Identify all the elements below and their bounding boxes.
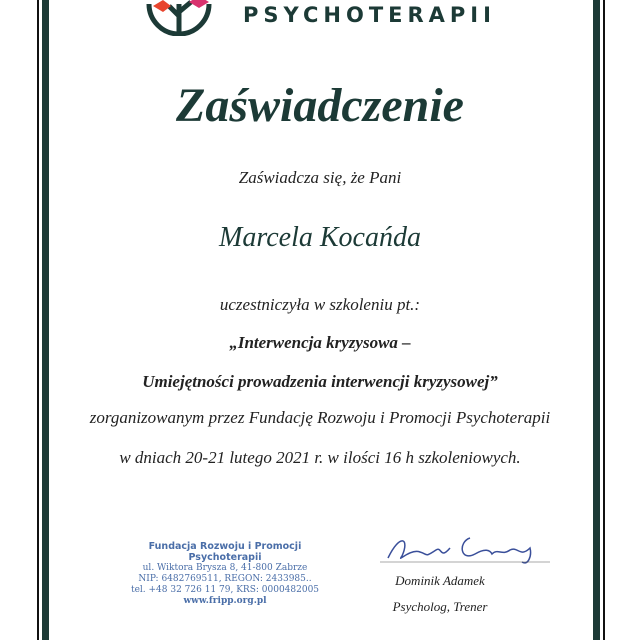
course-title-line1: „Interwencja kryzysowa – [229,333,411,352]
stamp-org: Fundacja Rozwoju i Promocji Psychoterapii [148,541,302,563]
stamp-website: www.fripp.org.pl [183,596,267,606]
stamp-ids: NIP: 6482769511, REGON: 2433985.. [138,574,312,584]
signatory-name: Dominik Adamek [395,573,485,588]
signatory-role: Psycholog, Trener [392,599,488,614]
intro-text: Zaświadcza się, że Pani [238,168,402,187]
participation-text: uczestniczyła w szkoleniu pt.: [219,295,421,314]
organization-stamp [125,541,325,607]
logo-tree-icon [143,0,215,36]
course-title-line2: Umiejętności prowadzenia interwencji kryzysowej” [142,372,498,391]
recipient-name: Marcela Kocańda [219,222,421,253]
certificate-title: Zaświadczenie [176,79,464,132]
organizer-text: zorganizowanym przez Fundację Rozwoju i Promocji Psychoterapii [89,408,551,427]
brand-name: PSYCHOTERAPII [243,3,496,27]
stamp-address: ul. Wiktora Brysza 8, 41-800 Zabrze [142,563,308,573]
signature-image [380,528,550,570]
date-hours-text: w dniach 20-21 lutego 2021 r. w ilości 16 h szkoleniowych. [119,448,521,467]
stamp-contact: tel. +48 32 726 11 79, KRS: 0000482005 [130,585,320,595]
